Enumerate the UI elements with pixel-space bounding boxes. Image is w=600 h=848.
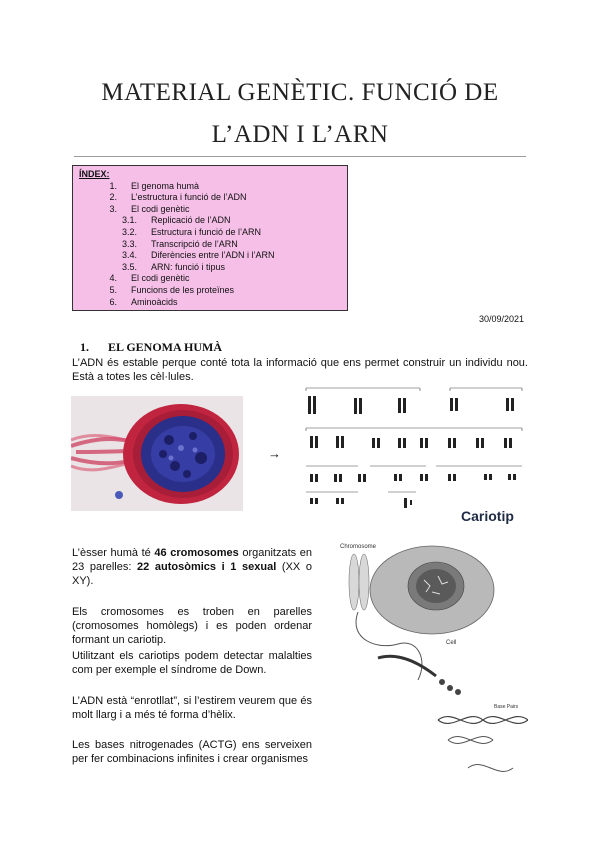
index-item-label: El codi genètic [131, 203, 190, 214]
index-heading: ÍNDEX: [79, 169, 110, 179]
index-item [79, 297, 341, 309]
text-run: L’èsser humà té [72, 547, 155, 559]
section-title: EL GENOMA HUMÀ [108, 340, 223, 354]
chromosome-caption: Chromosome [340, 544, 377, 550]
index-item-number: 3.4. [121, 250, 137, 261]
index-item-label: ARN: funció i tipus [151, 261, 226, 272]
index-item [79, 262, 341, 274]
index-item-number: 5. [109, 284, 117, 295]
index-item [79, 192, 341, 204]
paragraph-chromosome-count [72, 546, 312, 588]
index-list [79, 181, 341, 309]
index-item-number: 4. [109, 273, 117, 284]
index-box [72, 165, 348, 311]
index-item-number: 3.2. [121, 226, 137, 237]
index-item-label: Aminoàcids [131, 296, 178, 307]
cell-division-image [71, 396, 243, 511]
index-item-label: El genoma humà [131, 180, 200, 191]
title-line-1: MATERIAL GENÈTIC. FUNCIÓ DE [101, 79, 499, 106]
index-item [79, 215, 341, 227]
index-item [79, 227, 341, 239]
index-item-number: 6. [109, 296, 117, 307]
index-item-label: Transcripció de l’ARN [151, 238, 238, 249]
index-item [79, 204, 341, 216]
index-item-label: Estructura i funció de l’ARN [151, 226, 262, 237]
index-item-label: L’estructura i funció de l’ADN [131, 192, 247, 203]
index-item-number: 1. [109, 180, 117, 191]
arrow: → [268, 446, 281, 461]
index-item-number: 3.1. [121, 215, 137, 226]
index-item [79, 239, 341, 251]
index-item-number: 3.3. [121, 238, 137, 249]
title-line-2: L’ADN I L’ARN [211, 121, 389, 148]
index-item [79, 181, 341, 193]
text-run: (XX o XY). [72, 561, 312, 587]
text-run: organitzats en 23 parelles: [72, 547, 313, 573]
section-heading [80, 340, 222, 355]
base-pairs-caption: Base Pairs [494, 704, 519, 710]
index-item [79, 285, 341, 297]
paragraph-homologous: Els cromosomes es troben en parelles (cromosomes homòlegs) i es poden ordenar formant un cariotip. [72, 606, 312, 646]
index-item-number: 2. [109, 192, 117, 203]
document-title [0, 72, 600, 156]
section-number: 1. [80, 340, 89, 354]
paragraph-nitrogenous-bases: Les bases nitrogenades (ACTG) ens serveixen per fer combinacions infinites i crear organismes [72, 739, 312, 765]
index-item [79, 250, 341, 262]
index-item-label: Diferències entre l’ADN i l’ARN [151, 250, 275, 261]
index-item-number: 3. [109, 203, 117, 214]
chromosome-dna-illustration [318, 540, 528, 776]
date: 30/09/2021 [478, 314, 524, 324]
intro-paragraph: L’ADN és estable perque conté tota la informació que ens permet construir un individu nou. Està a totes les cèl·lules. [72, 357, 528, 383]
index-item-label: Replicació de l’ADN [151, 215, 231, 226]
index-item-number: 3.5. [121, 261, 137, 272]
paragraph-dna-coiled: L’ADN està “enrotllat”, si l’estirem veurem que és molt llarg i a més té forma d’hèlix. [72, 695, 312, 721]
cell-caption: Cell [446, 640, 457, 646]
paragraph-karyotype-use: Utilitzant els cariotips podem detectar malalties com per exemple el síndrome de Down. [72, 650, 312, 676]
index-item-label: El codi genètic [131, 273, 190, 284]
bold-run: 22 autosòmics i 1 sexual [137, 561, 277, 573]
index-item [79, 273, 341, 285]
bold-run: 46 cromosomes [154, 547, 239, 559]
karyotype-image [300, 384, 532, 522]
index-item-label: Funcions de les proteïnes [131, 284, 235, 295]
title-divider [74, 156, 526, 157]
karyotype-label: Cariotip [461, 508, 514, 524]
